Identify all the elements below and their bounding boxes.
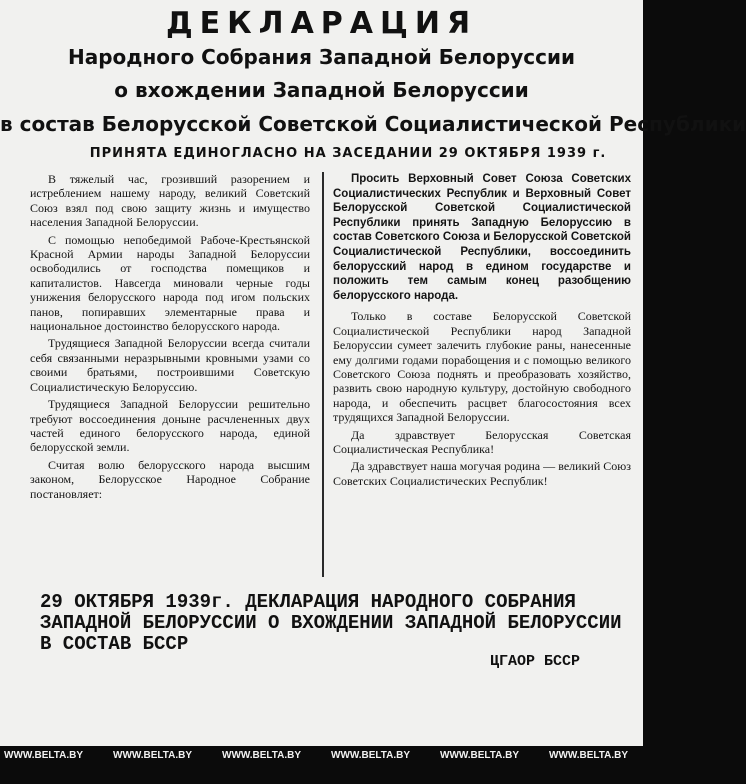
caption-line: ЗАПАДНОЙ БЕЛОРУССИИ О ВХОЖДЕНИИ ЗАПАДНОЙ БЕЛОРУССИИ [40,612,622,634]
caption-line: 29 ОКТЯБРЯ 1939г. ДЕКЛАРАЦИЯ НАРОДНОГО СОБРАНИЯ [40,591,576,613]
watermark-text: WWW.BELTA.BY [440,750,520,761]
archive-source: ЦГАОР БССР [490,653,581,670]
declaration-subtitle-2: о вхождении Западной Белоруссии [114,78,529,102]
watermark-text: WWW.BELTA.BY [222,750,302,761]
declaration-title: ДЕКЛАРАЦИЯ [165,6,478,41]
watermark-text: WWW.BELTA.BY [331,750,411,761]
left-column [30,172,310,592]
watermark-strip [0,746,643,784]
right-column [333,172,631,592]
declaration-subtitle-3: в состав Белорусской Советской Социалистической Республики [0,112,746,136]
left-paragraph: С помощью непобедимой Рабоче-Крестьянской Красной Армии народы Западной Белоруссии освободились от господства помещиков и капиталистов. Навсегда миновали черные годы унижения белорусского народа под игом польских панов, попиравших элементарные права и национальное достоинство белорусского народа. [30,232,310,334]
column-divider [322,172,324,577]
watermark-text: WWW.BELTA.BY [549,750,629,761]
declaration-subtitle-1: Народного Собрания Западной Белоруссии [68,45,575,69]
right-paragraph: Только в составе Белорусской Советской Социалистической Республики народ Западной Белоруссии сумеет залечить глубокие раны, нанесенные ему долгими годами порабощения и с помощью великого Советского Союза поднять и преобразовать хозяйство, развить свою народную культуру, достойную свободного народа, и обеспечить расцвет благосостояния всех трудящихся Западной Белоруссии. [333,309,631,425]
left-paragraph: Трудящиеся Западной Белоруссии всегда считали себя связанными неразрывными кровными узами со своими братьями, построившими Советскую Социалистическую Белоруссию. [30,336,310,394]
right-paragraph: Да здравствует наша могучая родина — великий Союз Советских Социалистических Республик! [333,459,631,488]
right-paragraph: Да здравствует Белорусская Советская Социалистическая Республика! [333,427,631,456]
left-paragraph: Считая волю белорусского народа высшим законом, Белорусское Народное Собрание постановляет: [30,457,310,501]
left-paragraph: Трудящиеся Западной Белоруссии решительно требуют воссоединения доныне расчлененных двух частей единого белорусского народа, единой белорусской земли. [30,397,310,455]
caption-line: В СОСТАВ БССР [40,633,189,655]
watermark-text: WWW.BELTA.BY [113,750,193,761]
adopted-line: ПРИНЯТА ЕДИНОГЛАСНО НА ЗАСЕДАНИИ 29 ОКТЯБРЯ 1939 г. [89,146,607,161]
left-paragraph: В тяжелый час, грозивший разорением и истреблением нашему народу, великий Советский Союз взял под свою защиту жизнь и имущество населения Западной Белоруссии. [30,172,310,230]
archive-caption [40,592,630,655]
watermark-text: WWW.BELTA.BY [4,750,84,761]
resolution-paragraph: Просить Верховный Совет Союза Советских Социалистических Республик и Верховный Совет Белорусской Советской Социалистической Республики принять Западную Белоруссию в состав Советского Союза и Белорусской Советской Социалистической Республики, воссоединить белорусский народ в едином государстве и положить тем самым конец разобщению белорусского народа. [333,173,631,302]
